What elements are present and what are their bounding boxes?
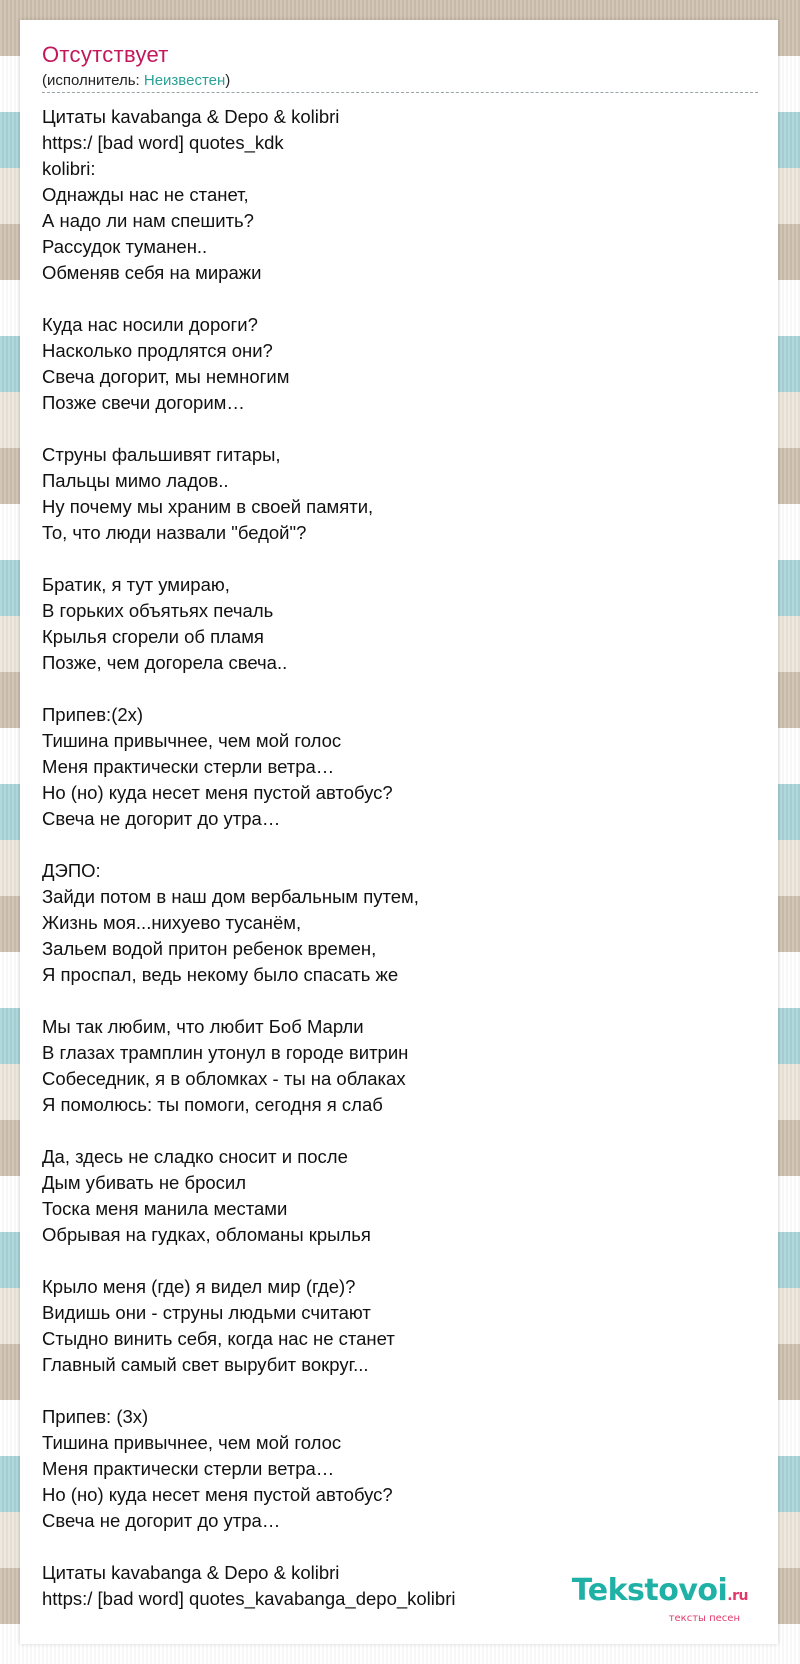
lyric-line: Братик, я тут умираю, <box>42 574 230 595</box>
lyric-line: Цитаты kavabanga & Depo & kolibri <box>42 1562 340 1583</box>
lyric-line: Главный самый свет вырубит вокруг... <box>42 1354 369 1375</box>
lyric-blank-line <box>42 1248 742 1274</box>
lyric-line: Припев:(2х) <box>42 704 144 725</box>
lyric-line: Цитаты kavabanga & Depo & kolibri <box>42 106 340 127</box>
lyric-line: Струны фальшивят гитары, <box>42 444 281 465</box>
lyric-line: kolibri: <box>42 158 96 179</box>
lyric-line: Я помолюсь: ты помоги, сегодня я слаб <box>42 1094 383 1115</box>
logo-wordmark <box>571 1573 748 1611</box>
lyric-line: Собеседник, я в обломках - ты на облаках <box>42 1068 406 1089</box>
lyric-line: Зайди потом в наш дом вербальным путем, <box>42 886 419 907</box>
lyric-line: Обменяв себя на миражи <box>42 262 262 283</box>
lyric-line: Рассудок туманен.. <box>42 236 208 257</box>
lyric-line: Тоска меня манила местами <box>42 1198 288 1219</box>
lyric-line: Позже, чем догорела свеча.. <box>42 652 288 673</box>
lyric-line: Обрывая на гудках, обломаны крылья <box>42 1224 371 1245</box>
lyric-line: Свеча догорит, мы немногим <box>42 366 290 387</box>
lyric-line: Крыло меня (где) я видел мир (где)? <box>42 1276 356 1297</box>
lyric-blank-line <box>42 1534 742 1560</box>
lyric-line: Мы так любим, что любит Боб Марли <box>42 1016 364 1037</box>
lyric-line: Ну почему мы храним в своей памяти, <box>42 496 374 517</box>
lyric-blank-line <box>42 416 742 442</box>
lyric-line: То, что люди назвали "бедой"? <box>42 522 307 543</box>
lyric-line: Но (но) куда несет меня пустой автобус? <box>42 1484 393 1505</box>
lyric-line: Жизнь моя...нихуево тусанём, <box>42 912 302 933</box>
lyric-line: Видишь они - струны людьми считают <box>42 1302 371 1323</box>
logo-tagline: тексты песен <box>668 1613 740 1624</box>
artist-prefix: (исполнитель: <box>42 72 144 89</box>
artist-suffix: ) <box>225 72 231 89</box>
lyric-line: А надо ли нам спешить? <box>42 210 254 231</box>
lyric-line: Тишина привычнее, чем мой голос <box>42 730 342 751</box>
lyric-line: Куда нас носили дороги? <box>42 314 258 335</box>
artist-link[interactable]: Неизвестен <box>143 72 226 89</box>
lyric-blank-line <box>42 1378 742 1404</box>
lyric-line: Да, здесь не сладко сносит и после <box>42 1146 348 1167</box>
lyric-blank-line <box>42 286 742 312</box>
logo-name: Tekstovoi <box>571 1573 728 1608</box>
lyric-line: https:/ [bad word] quotes_kavabanga_depo_kolibri <box>42 1588 456 1609</box>
song-title: Отсутствует <box>42 42 169 67</box>
lyric-line: Стыдно винить себя, когда нас не станет <box>42 1328 395 1349</box>
lyric-line: Зальем водой притон ребенок времен, <box>42 938 377 959</box>
lyric-line: Дым убивать не бросил <box>42 1172 247 1193</box>
lyric-line: Свеча не догорит до утра… <box>42 808 281 829</box>
lyric-line: ДЭПО: <box>42 860 101 881</box>
lyrics-card <box>20 20 778 1644</box>
lyric-line: https:/ [bad word] quotes_kdk <box>42 132 284 153</box>
lyric-line: Но (но) куда несет меня пустой автобус? <box>42 782 393 803</box>
lyric-line: В горьких объятьях печаль <box>42 600 274 621</box>
lyric-line: Меня практически стерли ветра… <box>42 1458 335 1479</box>
lyric-line: Позже свечи догорим… <box>42 392 245 413</box>
lyric-line: Пальцы мимо ладов.. <box>42 470 229 491</box>
lyric-line: Припев: (3х) <box>42 1406 149 1427</box>
lyric-line: Меня практически стерли ветра… <box>42 756 335 777</box>
lyric-line: Я проспал, ведь некому было спасать же <box>42 964 399 985</box>
site-logo[interactable] <box>571 1573 748 1624</box>
lyric-line: Крылья сгорели об пламя <box>42 626 264 647</box>
lyric-line: Свеча не догорит до утра… <box>42 1510 281 1531</box>
lyric-blank-line <box>42 546 742 572</box>
lyrics-text <box>42 104 742 1612</box>
title-divider <box>42 92 758 93</box>
lyric-blank-line <box>42 988 742 1014</box>
lyric-line: Насколько продлятся они? <box>42 340 273 361</box>
lyric-blank-line <box>42 1118 742 1144</box>
artist-line <box>42 72 230 89</box>
lyric-blank-line <box>42 676 742 702</box>
logo-tld: .ru <box>727 1588 748 1604</box>
lyric-line: Тишина привычнее, чем мой голос <box>42 1432 342 1453</box>
lyric-line: В глазах трамплин утонул в городе витрин <box>42 1042 409 1063</box>
lyric-line: Однажды нас не станет, <box>42 184 249 205</box>
lyric-blank-line <box>42 832 742 858</box>
